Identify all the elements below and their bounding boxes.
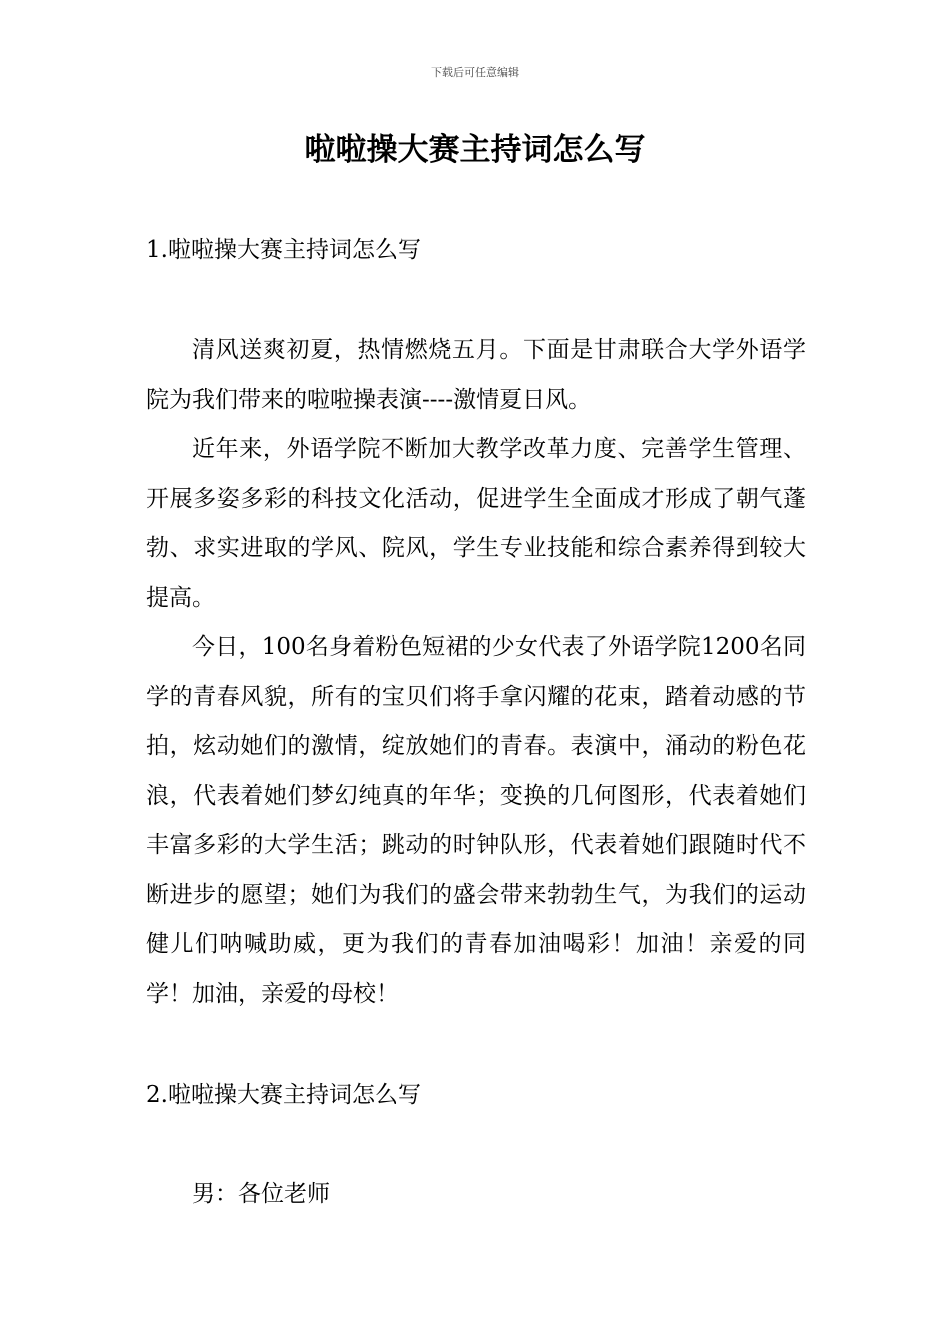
section-heading-1: 1.啦啦操大赛主持词怎么写 [146,237,421,263]
paragraph: 清风送爽初夏，热情燃烧五月。下面是甘肃联合大学外语学院为我们带来的啦啦操表演----激情夏日风。 [146,337,806,413]
paragraph: 近年来，外语学院不断加大教学改革力度、完善学生管理、开展多姿多彩的科技文化活动，促进学生全面成才形成了朝气蓬勃、求实进取的学风、院风，学生专业技能和综合素养得到较大提高。 [146,436,806,611]
section-1-body [146,326,806,1019]
section-2-body [146,1170,806,1220]
document-title: 啦啦操大赛主持词怎么写 [304,132,646,168]
section-heading-2: 2.啦啦操大赛主持词怎么写 [146,1082,421,1108]
paragraph: 男：各位老师 [192,1181,330,1207]
header-note: 下载后可任意编辑 [431,66,519,79]
paragraph: 今日，100名身着粉色短裙的少女代表了外语学院1200名同学的青春风貌，所有的宝贝们将手拿闪耀的花束，踏着动感的节拍，炫动她们的激情，绽放她们的青春。表演中，涌动的粉色花浪，代表着她们梦幻纯真的年华；变换的几何图形，代表着她们丰富多彩的大学生活；跳动的时钟队形，代表着她们跟随时代不断进步的愿望；她们为我们的盛会带来勃勃生气，为我们的运动健儿们呐喊助威，更为我们的青春加油喝彩！加油！亲爱的同学！加油，亲爱的母校！ [146,634,806,1007]
